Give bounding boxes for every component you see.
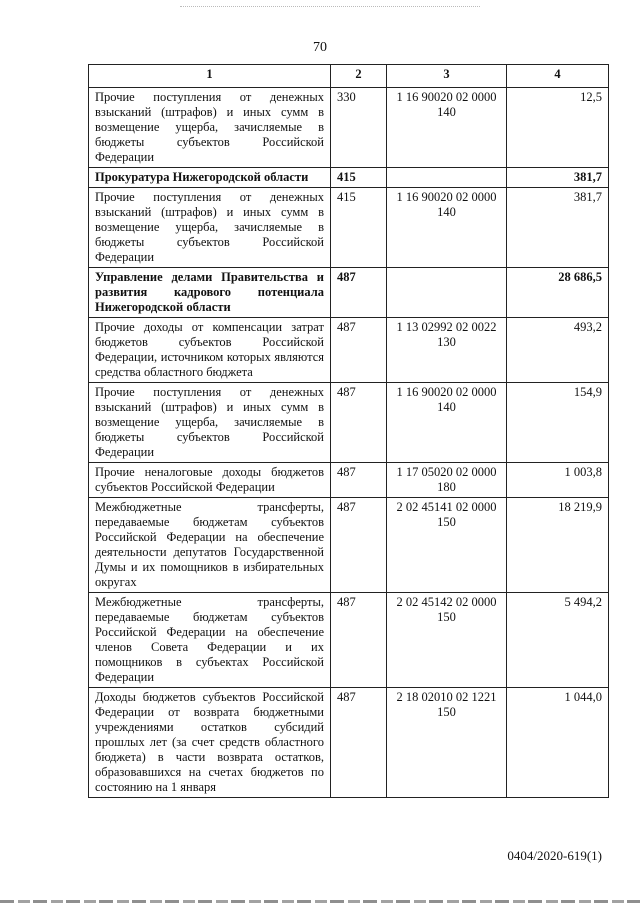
cell-admin-code: 415	[331, 168, 387, 188]
scan-artifact-bottom	[0, 900, 640, 903]
cell-revenue-code: 1 16 90020 02 0000 140	[387, 88, 507, 168]
cell-admin-code: 415	[331, 188, 387, 268]
table-row	[89, 463, 609, 498]
cell-admin-code: 330	[331, 88, 387, 168]
cell-revenue-code	[387, 168, 507, 188]
cell-admin-code: 487	[331, 268, 387, 318]
cell-revenue-code: 2 02 45142 02 0000 150	[387, 593, 507, 688]
cell-revenue-code: 2 18 02010 02 1221 150	[387, 688, 507, 798]
cell-revenue-code: 1 13 02992 02 0022 130	[387, 318, 507, 383]
cell-admin-code: 487	[331, 463, 387, 498]
cell-admin-code: 487	[331, 593, 387, 688]
cell-name: Доходы бюджетов субъектов Российской Федерации от возврата бюджетными учреждениями остатков субсидий прошлых лет (за счет средств областного бюджета) в части возврата остатков, образовавшихся на счетах бюджетов по состоянию на 1 января	[89, 688, 331, 798]
cell-amount: 381,7	[507, 168, 609, 188]
cell-name: Прочие доходы от компенсации затрат бюджетов субъектов Российской Федерации, источником которых являются средства областного бюджета	[89, 318, 331, 383]
cell-name: Межбюджетные трансферты, передаваемые бюджетам субъектов Российской Федерации на обеспечение членов Совета Федерации и их помощников в субъектах Российской Федерации	[89, 593, 331, 688]
cell-revenue-code: 2 02 45141 02 0000 150	[387, 498, 507, 593]
document-code: 0404/2020-619(1)	[507, 848, 602, 863]
cell-amount: 5 494,2	[507, 593, 609, 688]
budget-table	[88, 64, 609, 798]
table-row	[89, 318, 609, 383]
cell-amount: 493,2	[507, 318, 609, 383]
cell-name: Прочие неналоговые доходы бюджетов субъектов Российской Федерации	[89, 463, 331, 498]
cell-revenue-code: 1 16 90020 02 0000 140	[387, 188, 507, 268]
table-row	[89, 188, 609, 268]
column-header-3: 3	[387, 65, 507, 88]
cell-revenue-code: 1 17 05020 02 0000 180	[387, 463, 507, 498]
cell-name: Управление делами Правительства и развития кадрового потенциала Нижегородской области	[89, 268, 331, 318]
cell-revenue-code	[387, 268, 507, 318]
table-row-organization	[89, 168, 609, 188]
cell-name: Прочие поступления от денежных взысканий (штрафов) и иных сумм в возмещение ущерба, зачисляемые в бюджеты субъектов Российской Федерации	[89, 188, 331, 268]
table-row	[89, 593, 609, 688]
cell-revenue-code: 1 16 90020 02 0000 140	[387, 383, 507, 463]
cell-name: Прочие поступления от денежных взысканий (штрафов) и иных сумм в возмещение ущерба, зачисляемые в бюджеты субъектов Российской Федерации	[89, 88, 331, 168]
cell-amount: 1 044,0	[507, 688, 609, 798]
cell-amount: 28 686,5	[507, 268, 609, 318]
table-row	[89, 88, 609, 168]
table-header-row	[89, 65, 609, 88]
table-row	[89, 383, 609, 463]
cell-name: Прочие поступления от денежных взысканий (штрафов) и иных сумм в возмещение ущерба, зачисляемые в бюджеты субъектов Российской Федерации	[89, 383, 331, 463]
scan-artifact-top	[180, 6, 480, 7]
cell-amount: 18 219,9	[507, 498, 609, 593]
table-row	[89, 688, 609, 798]
table-row-organization	[89, 268, 609, 318]
column-header-2: 2	[331, 65, 387, 88]
cell-amount: 12,5	[507, 88, 609, 168]
cell-amount: 1 003,8	[507, 463, 609, 498]
cell-amount: 154,9	[507, 383, 609, 463]
cell-admin-code: 487	[331, 498, 387, 593]
table-row	[89, 498, 609, 593]
cell-admin-code: 487	[331, 383, 387, 463]
cell-admin-code: 487	[331, 688, 387, 798]
cell-name: Прокуратура Нижегородской области	[89, 168, 331, 188]
table-body	[89, 88, 609, 798]
page-number: 70	[313, 40, 327, 55]
column-header-4: 4	[507, 65, 609, 88]
cell-admin-code: 487	[331, 318, 387, 383]
column-header-1: 1	[89, 65, 331, 88]
cell-amount: 381,7	[507, 188, 609, 268]
cell-name: Межбюджетные трансферты, передаваемые бюджетам субъектов Российской Федерации на обеспечение деятельности депутатов Государственной Думы и их помощников в избирательных округах	[89, 498, 331, 593]
